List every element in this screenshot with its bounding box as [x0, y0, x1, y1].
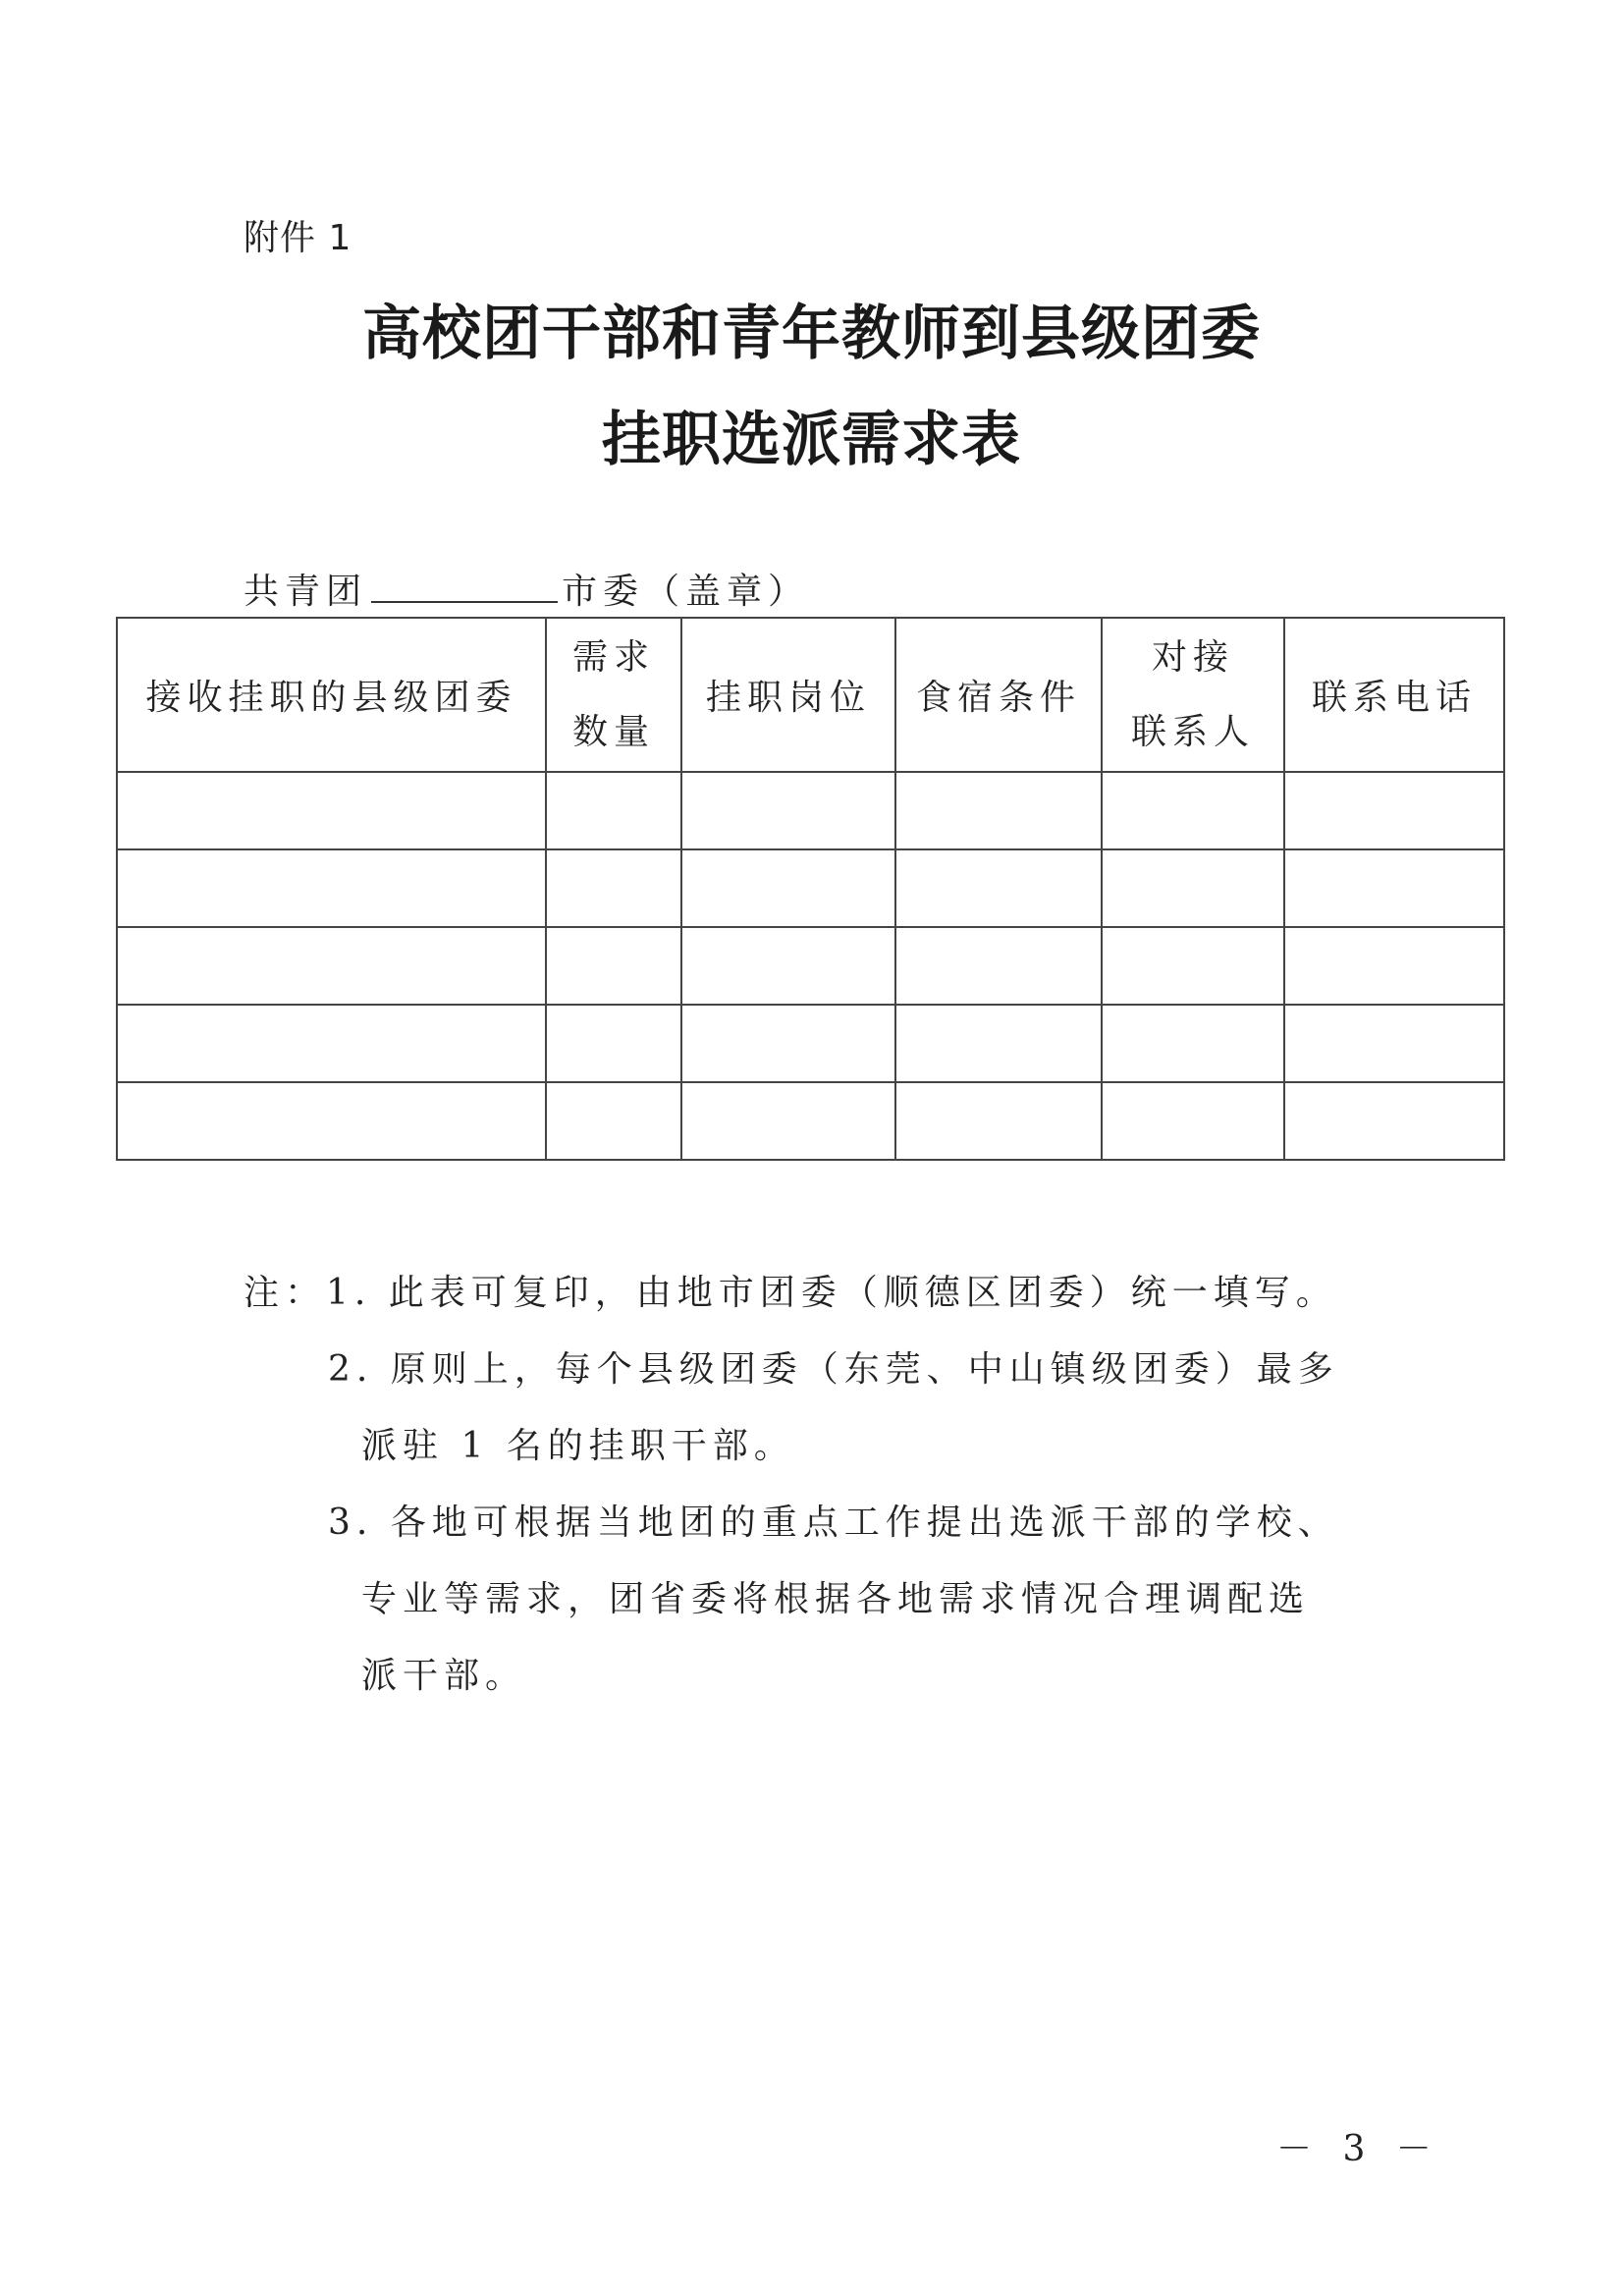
- table-cell[interactable]: [546, 772, 681, 849]
- header-accommodation: 食宿条件: [895, 618, 1102, 772]
- table-cell[interactable]: [895, 1082, 1102, 1160]
- document-title-line-2: 挂职选派需求表: [602, 406, 1021, 474]
- table-row: [117, 849, 1504, 927]
- table-cell[interactable]: [681, 772, 895, 849]
- table-cell[interactable]: [895, 772, 1102, 849]
- demand-form-table: [116, 617, 1505, 1161]
- stamp-prefix: 共青团: [243, 572, 368, 612]
- stamp-suffix: 市委（盖章）: [562, 572, 810, 612]
- table-row: [117, 927, 1504, 1005]
- note-line: 派干部。: [361, 1656, 527, 1696]
- note-line: 专业等需求，团省委将根据各地需求情况合理调配选: [361, 1579, 1311, 1619]
- table-cell[interactable]: [117, 849, 546, 927]
- header-contact-person: 对接 联系人: [1102, 618, 1284, 772]
- page-number: － 3 －: [1276, 2129, 1441, 2169]
- table-cell[interactable]: [895, 849, 1102, 927]
- table-cell[interactable]: [1284, 1082, 1504, 1160]
- table-cell[interactable]: [1284, 772, 1504, 849]
- table-cell[interactable]: [117, 1082, 546, 1160]
- table-cell[interactable]: [1284, 849, 1504, 927]
- document-title-line-1: 高校团干部和青年教师到县级团委: [362, 300, 1261, 368]
- stamp-line: [243, 564, 809, 614]
- header-demand-quantity: 需求 数量: [546, 618, 681, 772]
- table-cell[interactable]: [681, 927, 895, 1005]
- table-cell[interactable]: [546, 1082, 681, 1160]
- header-post: 挂职岗位: [681, 618, 895, 772]
- table-cell[interactable]: [1102, 1005, 1284, 1082]
- note-line: 3. 各地可根据当地团的重点工作提出选派干部的学校、: [328, 1503, 1339, 1543]
- table-cell[interactable]: [1284, 927, 1504, 1005]
- note-line: 派驻 1 名的挂职干部。: [361, 1426, 795, 1466]
- table-cell[interactable]: [117, 927, 546, 1005]
- table-cell[interactable]: [117, 1005, 546, 1082]
- note-line: 注：1. 此表可复印，由地市团委（顺德区团委）统一填写。: [243, 1273, 1337, 1313]
- table-header-row: [117, 618, 1504, 772]
- notes-section: [243, 1255, 1339, 1715]
- table-cell[interactable]: [1284, 1005, 1504, 1082]
- header-phone: 联系电话: [1284, 618, 1504, 772]
- city-blank-field[interactable]: [371, 572, 558, 603]
- table-cell[interactable]: [546, 849, 681, 927]
- table-cell[interactable]: [895, 927, 1102, 1005]
- table-cell[interactable]: [681, 849, 895, 927]
- table-row: [117, 1082, 1504, 1160]
- table-row: [117, 1005, 1504, 1082]
- attachment-label: 附件 1: [243, 218, 352, 258]
- table-cell[interactable]: [681, 1005, 895, 1082]
- table-cell[interactable]: [1102, 927, 1284, 1005]
- table-cell[interactable]: [681, 1082, 895, 1160]
- table-row: [117, 772, 1504, 849]
- table-cell[interactable]: [117, 772, 546, 849]
- table-cell[interactable]: [1102, 1082, 1284, 1160]
- table-cell[interactable]: [895, 1005, 1102, 1082]
- note-line: 2. 原则上，每个县级团委（东莞、中山镇级团委）最多: [328, 1349, 1339, 1390]
- header-county-committee: 接收挂职的县级团委: [117, 618, 546, 772]
- table-cell[interactable]: [1102, 772, 1284, 849]
- table-cell[interactable]: [546, 1005, 681, 1082]
- table-cell[interactable]: [546, 927, 681, 1005]
- table-cell[interactable]: [1102, 849, 1284, 927]
